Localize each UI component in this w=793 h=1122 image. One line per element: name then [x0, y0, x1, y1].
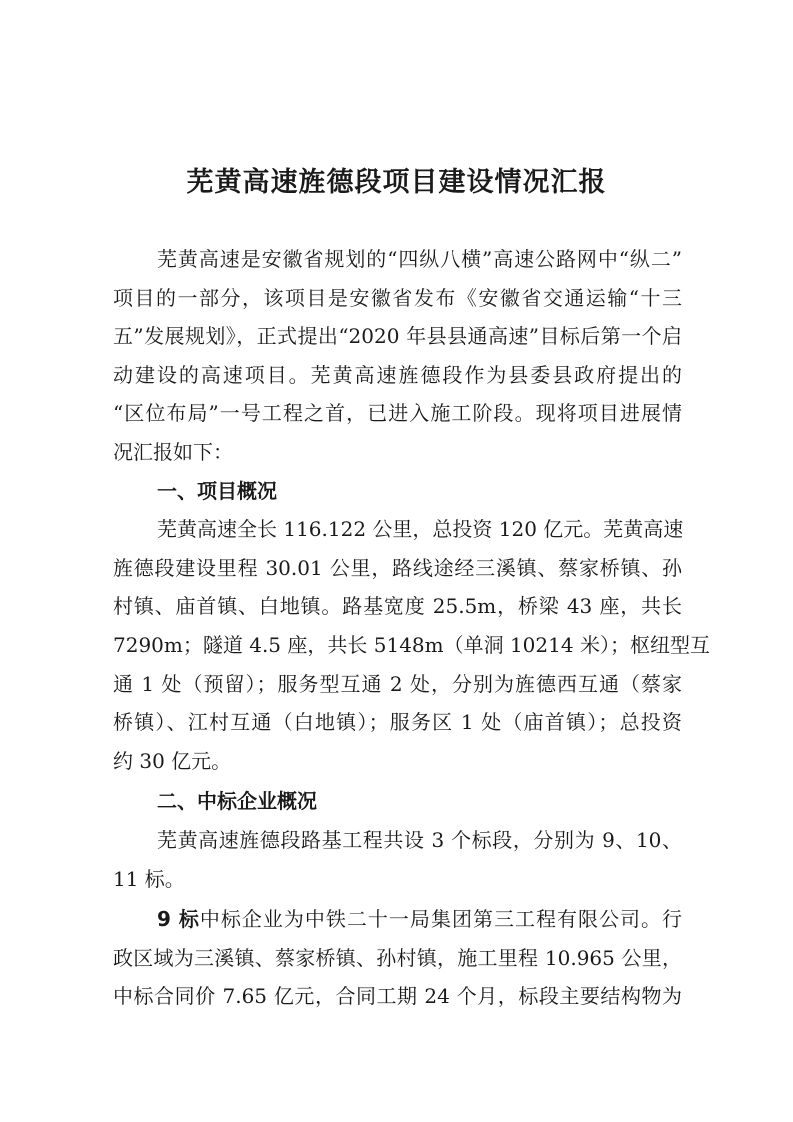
bid-9-paragraph: [113, 900, 682, 1016]
text-line: 中标合同价 7.65 亿元，合同工期 24 个月，标段主要结构物为: [113, 984, 682, 1009]
document-title: 芜黄高速旌德段项目建设情况汇报: [186, 167, 607, 198]
text-line: 芜黄高速是安徽省规划的“四纵八横”高速公路网中“纵二”: [157, 247, 682, 271]
text-line: [113, 900, 682, 939]
text-line: 7290m；隧道 4.5 座，共长 5148m（单洞 10214 米）；枢纽型互: [113, 632, 710, 657]
text-line: 通 1 处（预留）；服务型互通 2 处，分别为旌德西互通（蔡家: [113, 671, 682, 696]
project-overview-paragraph: [113, 510, 710, 780]
text-line: 五”发展规划》，正式提出“2020 年县县通高速”目标后第一个启: [113, 324, 682, 349]
bid-sections-paragraph: [113, 821, 682, 898]
text-line: 约 30 亿元。: [113, 748, 232, 773]
bid-label: 9 标: [157, 907, 200, 932]
text-line: “区位布局”一号工程之首，已进入施工阶段。现将项目进展情: [113, 401, 682, 426]
section-heading: 一、项目概况: [157, 478, 277, 503]
text-line: 芜黄高速旌德段路基工程共设 3 个标段，分别为 9、10、: [157, 827, 682, 852]
document-body: [113, 240, 710, 1016]
text-line: 况汇报如下：: [113, 439, 233, 464]
intro-paragraph: [113, 240, 682, 472]
text-line: 芜黄高速全长 116.122 公里，总投资 120 亿元。芜黄高速: [157, 517, 684, 542]
text-line: 村镇、庙首镇、白地镇。路基宽度 25.5m，桥梁 43 座，共长: [113, 594, 682, 619]
text-span: 中标企业为中铁二十一局集团第三工程有限公司。行: [199, 907, 682, 932]
text-line: 动建设的高速项目。芜黄高速旌德段作为县委县政府提出的: [113, 362, 682, 387]
text-line: 项目的一部分，该项目是安徽省发布《安徽省交通运输“十三: [113, 285, 682, 310]
text-line: 旌德段建设里程 30.01 公里，路线途经三溪镇、蔡家桥镇、孙: [113, 555, 682, 580]
text-line: 11 标。: [113, 866, 185, 891]
text-line: 政区域为三溪镇、蔡家桥镇、孙村镇，施工里程 10.965 公里，: [113, 945, 682, 970]
section-heading: 二、中标企业概况: [157, 789, 317, 814]
text-line: 桥镇）、江村互通（白地镇）；服务区 1 处（庙首镇）；总投资: [113, 710, 682, 735]
